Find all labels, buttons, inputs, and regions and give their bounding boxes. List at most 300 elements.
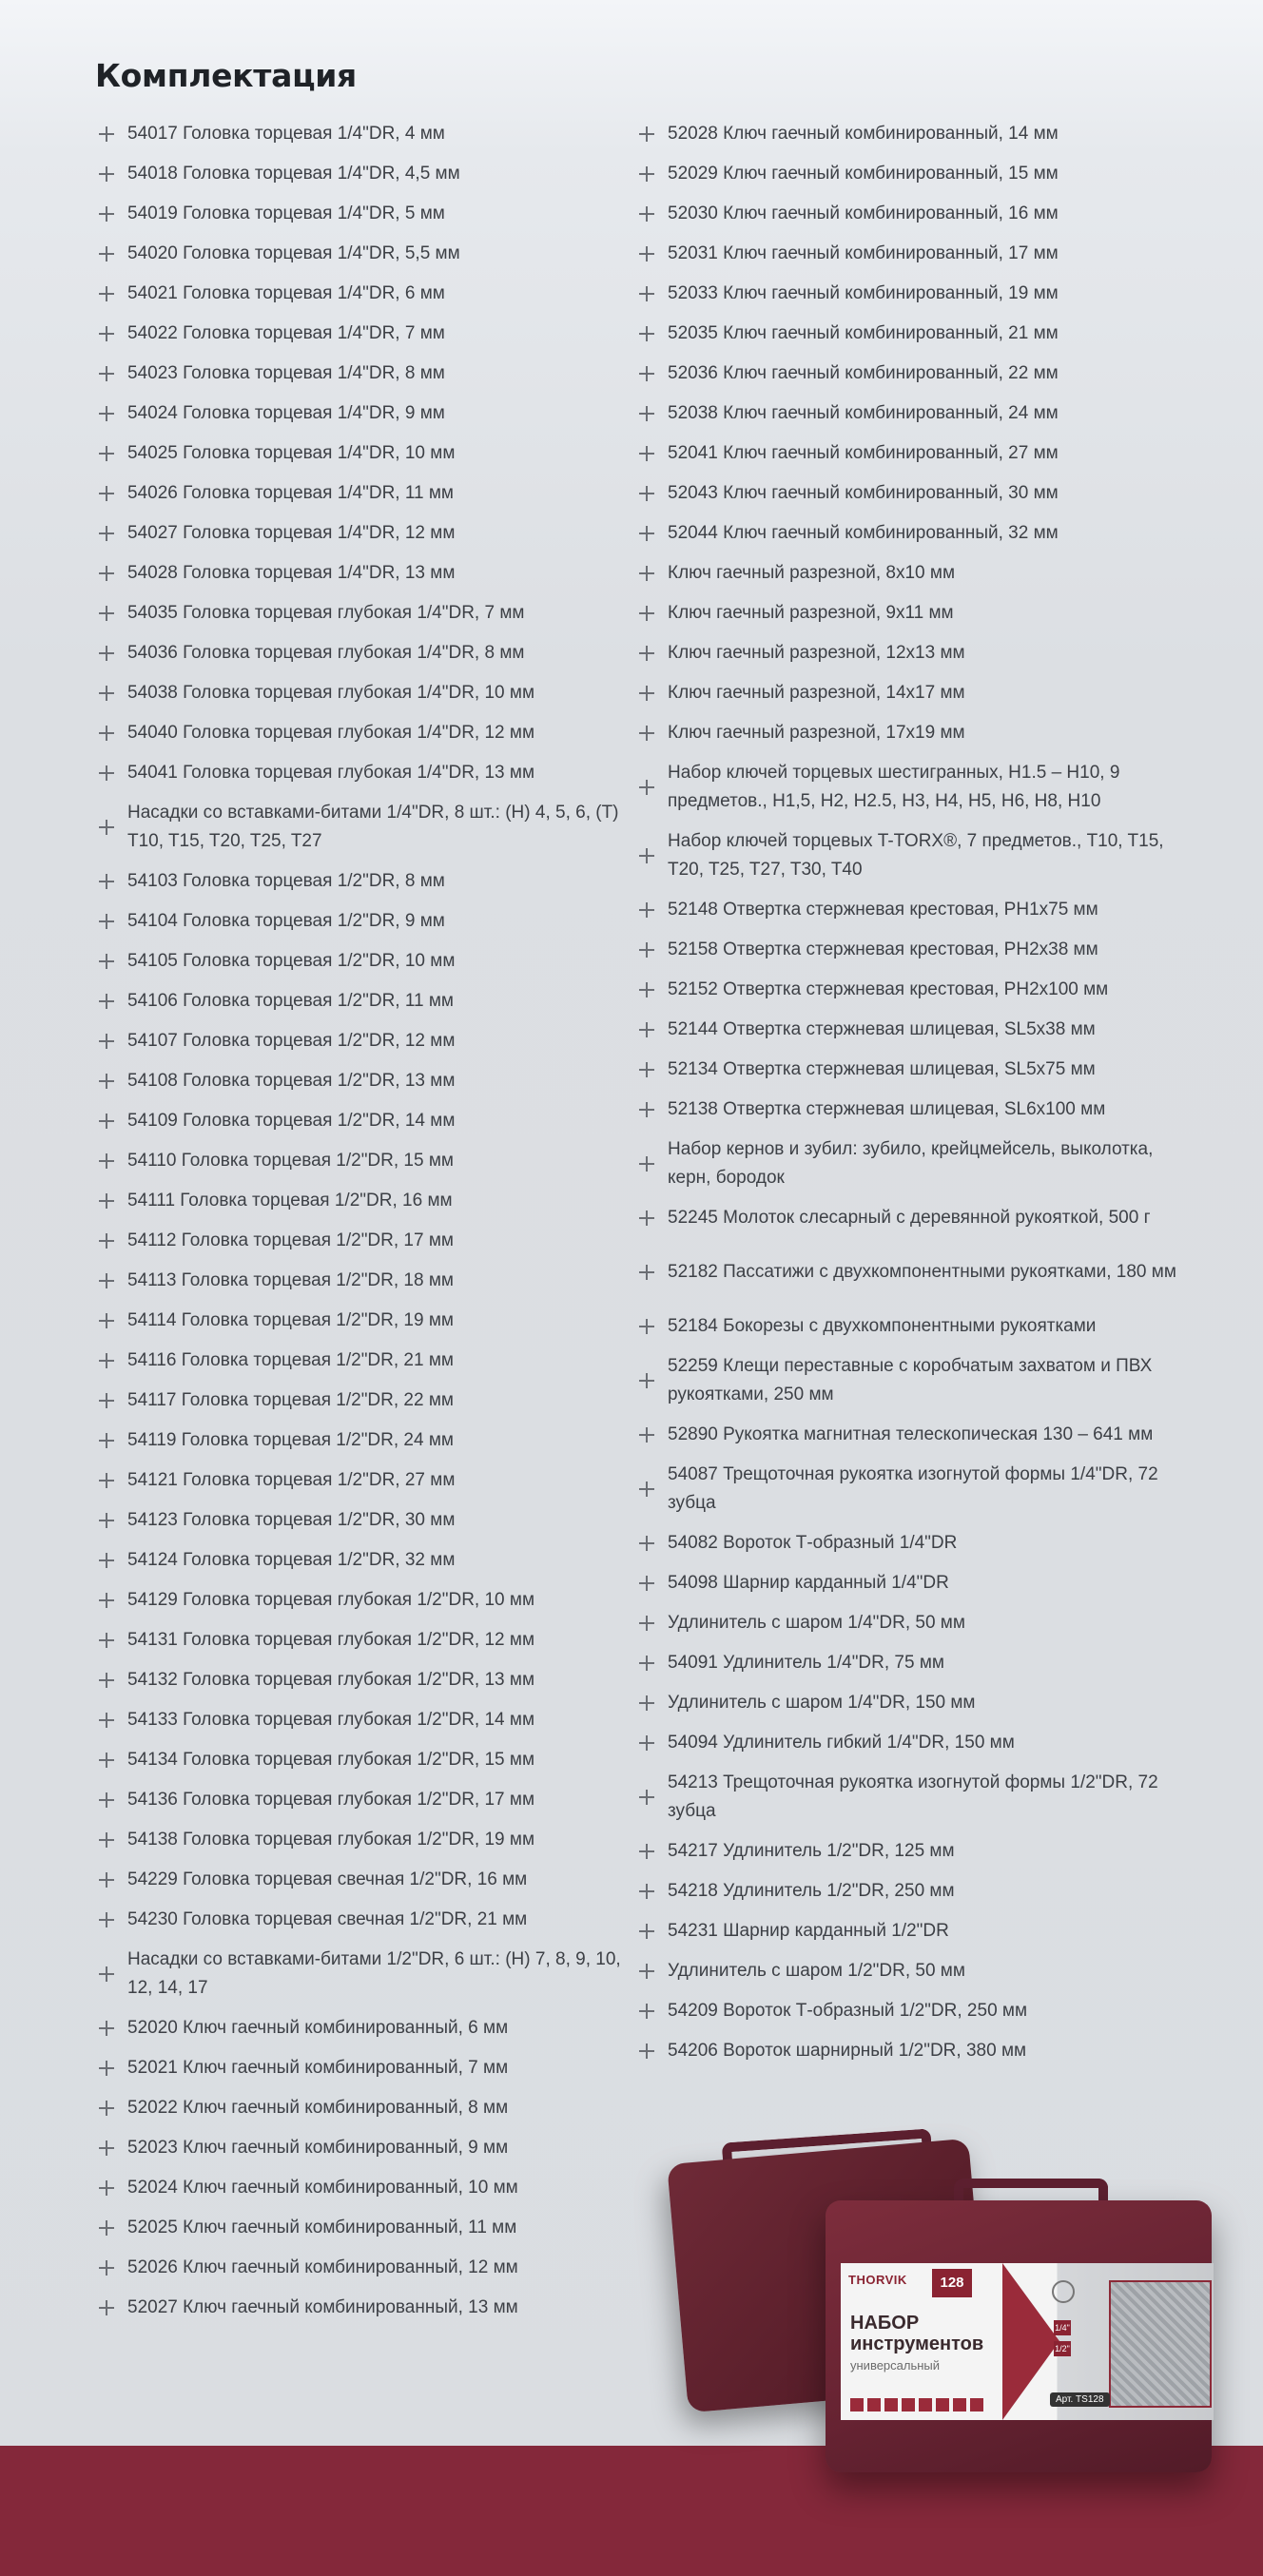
list-item-text: 54138 Головка торцевая глубокая 1/2"DR, 19 мм — [127, 1830, 535, 1850]
label-title-line1: НАБОР — [850, 2313, 920, 2334]
plus-icon — [635, 1312, 668, 1341]
equipment-list-left — [95, 114, 628, 2328]
feature-icon — [884, 2398, 898, 2411]
plus-icon — [95, 1426, 127, 1455]
plus-icon — [635, 1649, 668, 1677]
list-item-text: 54040 Головка торцевая глубокая 1/4"DR, 12 мм — [127, 723, 535, 743]
list-item-text: 54024 Головка торцевая 1/4"DR, 9 мм — [127, 403, 445, 423]
list-item-text: 54094 Удлинитель гибкий 1/4"DR, 150 мм — [668, 1733, 1015, 1753]
plus-icon — [95, 1626, 127, 1655]
plus-icon — [95, 439, 127, 468]
list-item-text: 54087 Трещоточная рукоятка изогнутой формы 1/4"DR, 72 зубца — [668, 1464, 1158, 1513]
list-item — [95, 1580, 628, 1620]
plus-icon — [635, 976, 668, 1004]
list-item — [635, 1643, 1196, 1683]
list-item — [635, 474, 1196, 513]
list-item — [95, 1101, 628, 1141]
case-label — [841, 2263, 1214, 2420]
list-item — [95, 2128, 628, 2168]
list-item-text: Ключ гаечный разрезной, 14x17 мм — [668, 683, 965, 703]
plus-icon — [95, 719, 127, 747]
plus-icon — [635, 120, 668, 148]
list-item — [635, 194, 1196, 234]
plus-icon — [635, 439, 668, 468]
plus-icon — [95, 280, 127, 308]
list-item — [635, 1991, 1196, 2031]
plus-icon — [95, 2174, 127, 2202]
list-item — [635, 970, 1196, 1010]
list-item — [635, 1307, 1196, 1346]
plus-icon — [635, 479, 668, 508]
list-item — [635, 1723, 1196, 1763]
plus-icon — [635, 1569, 668, 1598]
plus-icon — [635, 519, 668, 548]
list-item — [95, 114, 628, 154]
list-item-text: 54026 Головка торцевая 1/4"DR, 11 мм — [127, 483, 454, 503]
list-item — [635, 553, 1196, 593]
plus-icon — [95, 2014, 127, 2043]
plus-icon — [95, 320, 127, 348]
list-item — [635, 234, 1196, 274]
plus-icon — [95, 240, 127, 268]
plus-icon — [635, 320, 668, 348]
list-item — [95, 1181, 628, 1221]
list-item — [95, 1461, 628, 1501]
list-item-text: 52030 Ключ гаечный комбинированный, 16 мм — [668, 203, 1059, 223]
list-item — [95, 1261, 628, 1301]
plus-icon — [635, 2037, 668, 2065]
plus-icon — [95, 120, 127, 148]
plus-icon — [95, 907, 127, 936]
list-item-text: 52138 Отвертка стержневая шлицевая, SL6x100 мм — [668, 1099, 1106, 1119]
list-item — [635, 1130, 1196, 1198]
plus-icon — [95, 1506, 127, 1535]
list-item-text: Ключ гаечный разрезной, 12x13 мм — [668, 643, 965, 663]
plus-icon — [635, 200, 668, 228]
list-item-text: 52245 Молоток слесарный с деревянной рукояткой, 500 г — [668, 1208, 1151, 1228]
plus-icon — [635, 679, 668, 707]
list-item-text: 52024 Ключ гаечный комбинированный, 10 мм — [127, 2178, 518, 2198]
plus-icon — [635, 1837, 668, 1866]
plus-icon — [95, 1866, 127, 1894]
list-item-text: 52041 Ключ гаечный комбинированный, 27 мм — [668, 443, 1059, 463]
plus-icon — [635, 1475, 668, 1503]
list-item-text: 54107 Головка торцевая 1/2"DR, 12 мм — [127, 1031, 456, 1051]
plus-icon — [635, 280, 668, 308]
list-item-text: 52184 Бокорезы с двухкомпонентными рукоятками — [668, 1316, 1097, 1336]
plus-icon — [635, 1783, 668, 1811]
list-item-text: 54111 Головка торцевая 1/2"DR, 16 мм — [127, 1191, 453, 1211]
list-item-text: Набор ключей торцевых T-TORX®, 7 предметов., T10, T15, T20, T25, T27, T30, T40 — [668, 831, 1164, 880]
list-item — [635, 1455, 1196, 1523]
list-item-text: 54038 Головка торцевая глубокая 1/4"DR, 10 мм — [127, 683, 535, 703]
label-title-line2: инструментов — [850, 2334, 984, 2354]
list-item-text: 54108 Головка торцевая 1/2"DR, 13 мм — [127, 1071, 456, 1091]
list-item-text: 54028 Головка торцевая 1/4"DR, 13 мм — [127, 563, 456, 583]
plus-icon — [95, 1666, 127, 1695]
list-item-text: 54017 Головка торцевая 1/4"DR, 4 мм — [127, 124, 445, 144]
list-item — [635, 593, 1196, 633]
list-item — [95, 713, 628, 753]
list-item — [95, 394, 628, 434]
list-item — [95, 1860, 628, 1900]
list-item-text: 54020 Головка торцевая 1/4"DR, 5,5 мм — [127, 243, 460, 263]
list-item — [635, 354, 1196, 394]
plus-icon — [95, 1786, 127, 1814]
plus-icon — [635, 1529, 668, 1558]
list-item-text: 52044 Ключ гаечный комбинированный, 32 мм — [668, 523, 1059, 543]
plus-icon — [635, 773, 668, 802]
list-item — [635, 822, 1196, 890]
plus-icon — [95, 947, 127, 976]
list-item-text: Насадки со вставками-битами 1/4"DR, 8 шт.: (H) 4, 5, 6, (T) T10, T15, T20, T25, T27 — [127, 803, 619, 851]
plus-icon — [635, 1095, 668, 1124]
plus-icon — [635, 719, 668, 747]
list-item-text: Ключ гаечный разрезной, 8x10 мм — [668, 563, 956, 583]
list-item-text: 54112 Головка торцевая 1/2"DR, 17 мм — [127, 1230, 454, 1250]
plus-icon — [95, 1107, 127, 1135]
list-item — [95, 862, 628, 901]
list-item — [95, 2048, 628, 2088]
list-item-text: Набор ключей торцевых шестигранных, H1.5 – H10, 9 предметов., H1,5, H2, H2.5, H3, H4, H5, H6, H8, H10 — [668, 763, 1120, 811]
list-item-text: 52890 Рукоятка магнитная телескопическая 130 – 641 мм — [668, 1424, 1154, 1444]
plus-icon — [95, 519, 127, 548]
plus-icon — [635, 1056, 668, 1084]
plus-icon — [95, 1746, 127, 1774]
list-item — [635, 890, 1196, 930]
list-item-text: 54131 Головка торцевая глубокая 1/2"DR, 12 мм — [127, 1630, 535, 1650]
plus-icon — [95, 2294, 127, 2322]
list-item — [635, 513, 1196, 553]
list-item-text: 54019 Головка торцевая 1/4"DR, 5 мм — [127, 203, 445, 223]
plus-icon — [95, 2134, 127, 2162]
feature-icon — [953, 2398, 966, 2411]
list-item — [95, 941, 628, 981]
list-item-text: 52022 Ключ гаечный комбинированный, 8 мм — [127, 2098, 509, 2118]
list-item-text: 52043 Ключ гаечный комбинированный, 30 мм — [668, 483, 1059, 503]
list-item-text: 54041 Головка торцевая глубокая 1/4"DR, 13 мм — [127, 763, 535, 783]
plus-icon — [95, 867, 127, 896]
plus-icon — [635, 1877, 668, 1906]
list-item — [95, 474, 628, 513]
list-item — [95, 2288, 628, 2328]
plus-icon — [635, 842, 668, 870]
list-item — [635, 394, 1196, 434]
list-item — [95, 1900, 628, 1940]
plus-icon — [635, 559, 668, 588]
list-item — [95, 1141, 628, 1181]
list-item — [95, 633, 628, 673]
list-item-text: 54106 Головка торцевая 1/2"DR, 11 мм — [127, 991, 454, 1011]
list-item-text: 54132 Головка торцевая глубокая 1/2"DR, 13 мм — [127, 1670, 535, 1690]
list-item — [635, 1090, 1196, 1130]
list-item-text: 54022 Головка торцевая 1/4"DR, 7 мм — [127, 323, 445, 343]
list-item-text: 54110 Головка торцевая 1/2"DR, 15 мм — [127, 1151, 454, 1171]
plus-icon — [95, 559, 127, 588]
list-item — [95, 1940, 628, 2008]
list-item — [635, 633, 1196, 673]
list-item-text: 52158 Отвертка стержневая крестовая, PH2x38 мм — [668, 939, 1098, 959]
page-title: Комплектация — [95, 57, 357, 94]
list-item — [95, 1221, 628, 1261]
list-item — [95, 1341, 628, 1381]
plus-icon — [635, 1917, 668, 1946]
list-item — [635, 1603, 1196, 1643]
list-item — [635, 1415, 1196, 1455]
label-subtitle: универсальный — [850, 2358, 941, 2373]
list-item — [95, 553, 628, 593]
plus-icon — [635, 1204, 668, 1232]
feature-icon — [919, 2398, 932, 2411]
list-item-text: 54206 Вороток шарнирный 1/2"DR, 380 мм — [668, 2041, 1027, 2061]
list-item-text: 54229 Головка торцевая свечная 1/2"DR, 16 мм — [127, 1869, 528, 1889]
list-item — [95, 2008, 628, 2048]
feature-icon — [902, 2398, 915, 2411]
list-item — [635, 713, 1196, 753]
list-item-text: 52026 Ключ гаечный комбинированный, 12 мм — [127, 2257, 518, 2277]
plus-icon — [95, 1147, 127, 1175]
feature-icon — [936, 2398, 949, 2411]
plus-icon — [95, 1307, 127, 1335]
list-item — [95, 1700, 628, 1740]
list-item — [635, 1050, 1196, 1090]
list-item-text: 52038 Ключ гаечный комбинированный, 24 мм — [668, 403, 1059, 423]
list-item-text: 54098 Шарнир карданный 1/4"DR — [668, 1573, 949, 1593]
list-item-text: 52152 Отвертка стержневая крестовая, PH2x100 мм — [668, 979, 1109, 999]
plus-icon — [95, 200, 127, 228]
plus-icon — [635, 1997, 668, 2025]
list-item-text: 54231 Шарнир карданный 1/2"DR — [668, 1921, 949, 1941]
plus-icon — [635, 599, 668, 628]
list-item — [635, 154, 1196, 194]
list-item — [635, 1763, 1196, 1831]
list-item-text: Набор кернов и зубил: зубило, крейцмейсель, выколотка, керн, бородок — [668, 1139, 1154, 1188]
feature-icons — [850, 2398, 983, 2411]
plus-icon — [95, 987, 127, 1016]
plus-icon — [635, 1150, 668, 1178]
feature-icon — [867, 2398, 881, 2411]
list-item — [635, 1010, 1196, 1050]
list-item-text: 54023 Головка торцевая 1/4"DR, 8 мм — [127, 363, 445, 383]
plus-icon — [95, 2254, 127, 2282]
plus-icon — [635, 1421, 668, 1449]
list-item — [95, 1381, 628, 1421]
list-item — [635, 274, 1196, 314]
list-item — [95, 274, 628, 314]
list-item — [635, 434, 1196, 474]
list-item-text: 54109 Головка торцевая 1/2"DR, 14 мм — [127, 1111, 456, 1131]
list-item-text: 54117 Головка торцевая 1/2"DR, 22 мм — [127, 1390, 454, 1410]
article-code: Арт. TS128 — [1050, 2392, 1110, 2407]
plus-icon — [95, 2214, 127, 2242]
list-item-text: Насадки со вставками-битами 1/2"DR, 6 шт.: (H) 7, 8, 9, 10, 12, 14, 17 — [127, 1949, 621, 1998]
list-item-text: 54134 Головка торцевая глубокая 1/2"DR, 15 мм — [127, 1750, 535, 1770]
list-item-text: 54091 Удлинитель 1/4"DR, 75 мм — [668, 1653, 944, 1673]
list-item — [95, 1540, 628, 1580]
list-item-text: Удлинитель с шаром 1/4"DR, 150 мм — [668, 1693, 976, 1713]
list-item — [95, 1780, 628, 1820]
plus-icon — [635, 1957, 668, 1985]
plus-icon — [635, 639, 668, 668]
plus-icon — [635, 936, 668, 964]
list-item — [95, 2168, 628, 2208]
list-item-text: 52259 Клещи переставные с коробчатым захватом и ПВХ рукоятками, 250 мм — [668, 1356, 1153, 1404]
list-item-text: 52029 Ключ гаечный комбинированный, 15 мм — [668, 164, 1059, 184]
count-badge: 128 — [932, 2269, 972, 2297]
plus-icon — [95, 399, 127, 428]
list-item — [95, 793, 628, 862]
list-item — [95, 1660, 628, 1700]
list-item-text: 54119 Головка торцевая 1/2"DR, 24 мм — [127, 1430, 454, 1450]
list-item-text: 54230 Головка торцевая свечная 1/2"DR, 21 мм — [127, 1909, 528, 1929]
list-item — [95, 1620, 628, 1660]
list-item-text: 54103 Головка торцевая 1/2"DR, 8 мм — [127, 871, 445, 891]
list-item-text: 54027 Головка торцевая 1/4"DR, 12 мм — [127, 523, 456, 543]
plus-icon — [95, 1027, 127, 1056]
list-item — [635, 1238, 1196, 1307]
list-item-text: 54082 Вороток Т-образный 1/4"DR — [668, 1533, 958, 1553]
list-item — [635, 314, 1196, 354]
plus-icon — [95, 1067, 127, 1095]
list-item — [95, 593, 628, 633]
plus-icon — [95, 1960, 127, 1988]
list-item-text: Удлинитель с шаром 1/4"DR, 50 мм — [668, 1613, 965, 1633]
plus-icon — [95, 1826, 127, 1854]
list-item-text: Ключ гаечный разрезной, 17x19 мм — [668, 723, 965, 743]
plus-icon — [95, 1586, 127, 1615]
list-item — [635, 1563, 1196, 1603]
list-item — [95, 1061, 628, 1101]
list-item — [95, 154, 628, 194]
list-item — [95, 1820, 628, 1860]
list-item-text: 54129 Головка торцевая глубокая 1/2"DR, 10 мм — [127, 1590, 535, 1610]
list-item-text: 52021 Ключ гаечный комбинированный, 7 мм — [127, 2058, 509, 2078]
list-item — [635, 1346, 1196, 1415]
list-item-text: 54036 Головка торцевая глубокая 1/4"DR, 8 мм — [127, 643, 525, 663]
list-item — [95, 1301, 628, 1341]
plus-icon — [635, 1729, 668, 1757]
feature-icon — [850, 2398, 864, 2411]
list-item-text: 54213 Трещоточная рукоятка изогнутой формы 1/2"DR, 72 зубца — [668, 1772, 1158, 1821]
list-item — [635, 1951, 1196, 1991]
plus-icon — [635, 359, 668, 388]
tools-photo — [1109, 2280, 1212, 2408]
list-item-text: 54018 Головка торцевая 1/4"DR, 4,5 мм — [127, 164, 460, 184]
plus-icon — [635, 896, 668, 924]
list-item-text: 54123 Головка торцевая 1/2"DR, 30 мм — [127, 1510, 456, 1530]
list-item-text: Ключ гаечный разрезной, 9x11 мм — [668, 603, 954, 623]
list-item-text: 52035 Ключ гаечный комбинированный, 21 мм — [668, 323, 1059, 343]
plus-icon — [95, 359, 127, 388]
list-item — [95, 2208, 628, 2248]
list-item — [95, 194, 628, 234]
list-item — [95, 673, 628, 713]
list-item-text: 52182 Пассатижи с двухкомпонентными рукоятками, 180 мм — [668, 1262, 1176, 1282]
list-item — [95, 434, 628, 474]
list-item — [95, 354, 628, 394]
plus-icon — [95, 679, 127, 707]
plus-icon — [95, 1906, 127, 1934]
plus-icon — [95, 2094, 127, 2122]
list-item — [95, 2248, 628, 2288]
list-item — [95, 981, 628, 1021]
list-item-text: 52023 Ключ гаечный комбинированный, 9 мм — [127, 2138, 509, 2158]
list-item-text: 52020 Ключ гаечный комбинированный, 6 мм — [127, 2018, 509, 2038]
list-item-text: 54133 Головка торцевая глубокая 1/2"DR, 14 мм — [127, 1710, 535, 1730]
list-item — [635, 2031, 1196, 2071]
list-item-text: 54035 Головка торцевая глубокая 1/4"DR, 7 мм — [127, 603, 525, 623]
list-item-text: 54209 Вороток Т-образный 1/2"DR, 250 мм — [668, 2001, 1028, 2021]
list-item — [635, 1523, 1196, 1563]
list-item — [95, 234, 628, 274]
gauge-icon — [1052, 2280, 1075, 2303]
list-item-text: 52031 Ключ гаечный комбинированный, 17 мм — [668, 243, 1059, 263]
plus-icon — [635, 1366, 668, 1395]
list-item-text: 54116 Головка торцевая 1/2"DR, 21 мм — [127, 1350, 454, 1370]
list-item — [95, 1740, 628, 1780]
list-item-text: 54114 Головка торцевая 1/2"DR, 19 мм — [127, 1310, 454, 1330]
feature-icon — [970, 2398, 983, 2411]
brand-logo: THORVIK — [848, 2273, 907, 2287]
list-item-text: 52134 Отвертка стержневая шлицевая, SL5x75 мм — [668, 1059, 1096, 1079]
plus-icon — [95, 1706, 127, 1734]
list-item-text: 54217 Удлинитель 1/2"DR, 125 мм — [668, 1841, 955, 1861]
list-item — [635, 673, 1196, 713]
plus-icon — [635, 1689, 668, 1717]
list-item — [95, 1421, 628, 1461]
plus-icon — [95, 1386, 127, 1415]
list-item-text: 54113 Головка торцевая 1/2"DR, 18 мм — [127, 1270, 454, 1290]
plus-icon — [95, 1346, 127, 1375]
plus-icon — [95, 1267, 127, 1295]
list-item-text: 52027 Ключ гаечный комбинированный, 13 мм — [127, 2297, 518, 2317]
plus-icon — [635, 1258, 668, 1287]
plus-icon — [635, 1609, 668, 1637]
list-item-text: 52036 Ключ гаечный комбинированный, 22 мм — [668, 363, 1059, 383]
list-item — [95, 1021, 628, 1061]
list-item-text: 52148 Отвертка стержневая крестовая, PH1x75 мм — [668, 900, 1098, 920]
list-item-text: 54124 Головка торцевая 1/2"DR, 32 мм — [127, 1550, 456, 1570]
list-item-text: 52028 Ключ гаечный комбинированный, 14 мм — [668, 124, 1059, 144]
list-item — [635, 114, 1196, 154]
list-item — [95, 2088, 628, 2128]
size-tag-half: 1/2" — [1054, 2341, 1071, 2356]
list-item — [95, 901, 628, 941]
list-item — [635, 1911, 1196, 1951]
list-item-text: 54136 Головка торцевая глубокая 1/2"DR, 17 мм — [127, 1790, 535, 1810]
list-item — [635, 1831, 1196, 1871]
plus-icon — [635, 240, 668, 268]
list-item — [635, 1871, 1196, 1911]
list-item-text: 54104 Головка торцевая 1/2"DR, 9 мм — [127, 911, 445, 931]
list-item-text: 54021 Головка торцевая 1/4"DR, 6 мм — [127, 283, 445, 303]
equipment-list-right — [635, 114, 1196, 2071]
list-item-text: 52144 Отвертка стержневая шлицевая, SL5x38 мм — [668, 1019, 1096, 1039]
list-item — [95, 1501, 628, 1540]
list-item — [95, 753, 628, 793]
plus-icon — [635, 1016, 668, 1044]
plus-icon — [635, 160, 668, 188]
plus-icon — [95, 1187, 127, 1215]
list-item — [635, 1683, 1196, 1723]
plus-icon — [95, 1227, 127, 1255]
plus-icon — [95, 1546, 127, 1575]
plus-icon — [95, 599, 127, 628]
list-item — [635, 930, 1196, 970]
plus-icon — [635, 399, 668, 428]
plus-icon — [95, 2054, 127, 2082]
list-item-text: 54218 Удлинитель 1/2"DR, 250 мм — [668, 1881, 955, 1901]
